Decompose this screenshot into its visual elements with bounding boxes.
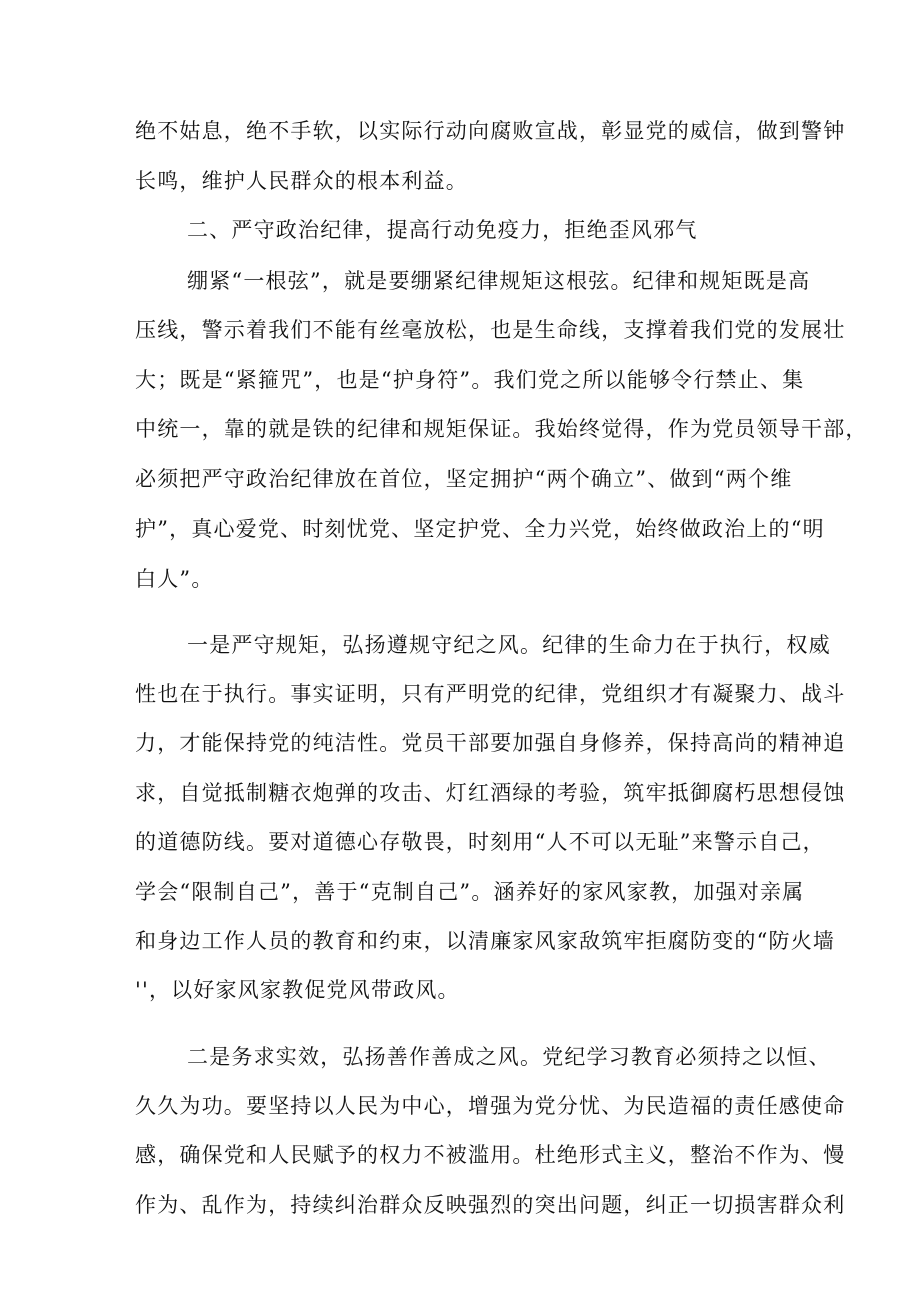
text-line: 的道德防线。要对道德心存敬畏，时刻用“人不可以无耻”来警示自己， xyxy=(135,830,825,854)
text-line: 一是严守规矩，弘扬遵规守纪之风。纪律的生命力在于执行，权威 xyxy=(187,633,831,657)
text-line: ''，以好家风家教促党风带政风。 xyxy=(135,978,460,1002)
text-line: 大；既是“紧箍咒”，也是“护身符”。我们党之所以能够令行禁止、集 xyxy=(135,368,805,392)
text-line: 学会“限制自己”，善于“克制自己”。涵养好的家风家教，加强对亲属 xyxy=(135,880,805,904)
text-line: 求，自觉抵制糖衣炮弹的攻击、灯红酒绿的考验，筑牢抵御腐朽思想侵蚀 xyxy=(135,781,846,805)
text-line: 感，确保党和人民赋予的权力不被滥用。杜绝形式主义，整治不作为、慢 xyxy=(135,1143,846,1167)
section-heading: 二、严守政治纪律，提高行动免疫力，拒绝歪风邪气 xyxy=(187,218,698,242)
text-line: 必须把严守政治纪律放在首位，坚定拥护“两个确立”、做到“两个维 xyxy=(135,467,793,491)
text-line: 白人”。 xyxy=(135,567,214,591)
text-line: 和身边工作人员的教育和约束，以清廉家风家敌筑牢拒腐防变的“防火墙 xyxy=(135,929,836,953)
text-line: 二是务求实效，弘扬善作善成之风。党纪学习教育必须持之以恒、 xyxy=(187,1045,831,1069)
text-line: 绝不姑息，绝不手软，以实际行动向腐败宣战，彰显党的威信，做到警钟 xyxy=(135,119,846,143)
text-line: 护”，真心爱党、时刻忧党、坚定护党、全力兴党，始终做政治上的“明 xyxy=(135,517,825,541)
text-line: 中统一，靠的就是铁的纪律和规矩保证。我始终觉得，作为党员领导干部， xyxy=(135,417,868,441)
text-line: 压线，警示着我们不能有丝毫放松，也是生命线，支撑着我们党的发展壮 xyxy=(135,318,846,342)
text-line: 绷紧“一根弦”，就是要绷紧纪律规矩这根弦。纪律和规矩既是高 xyxy=(187,269,811,293)
text-line: 性也在于执行。事实证明，只有严明党的纪律，党组织才有凝聚力、战斗 xyxy=(135,682,846,706)
text-line: 力，才能保持党的纯洁性。党员干部要加强自身修养，保持高尚的精神追 xyxy=(135,731,846,755)
text-line: 长鸣，维护人民群众的根本利益。 xyxy=(135,169,468,193)
text-line: 久久为功。要坚持以人民为中心，增强为党分忧、为民造福的责任感使命 xyxy=(135,1094,846,1118)
text-line: 作为、乱作为，持续纠治群众反映强烈的突出问题，纠正一切损害群众利 xyxy=(135,1193,846,1217)
